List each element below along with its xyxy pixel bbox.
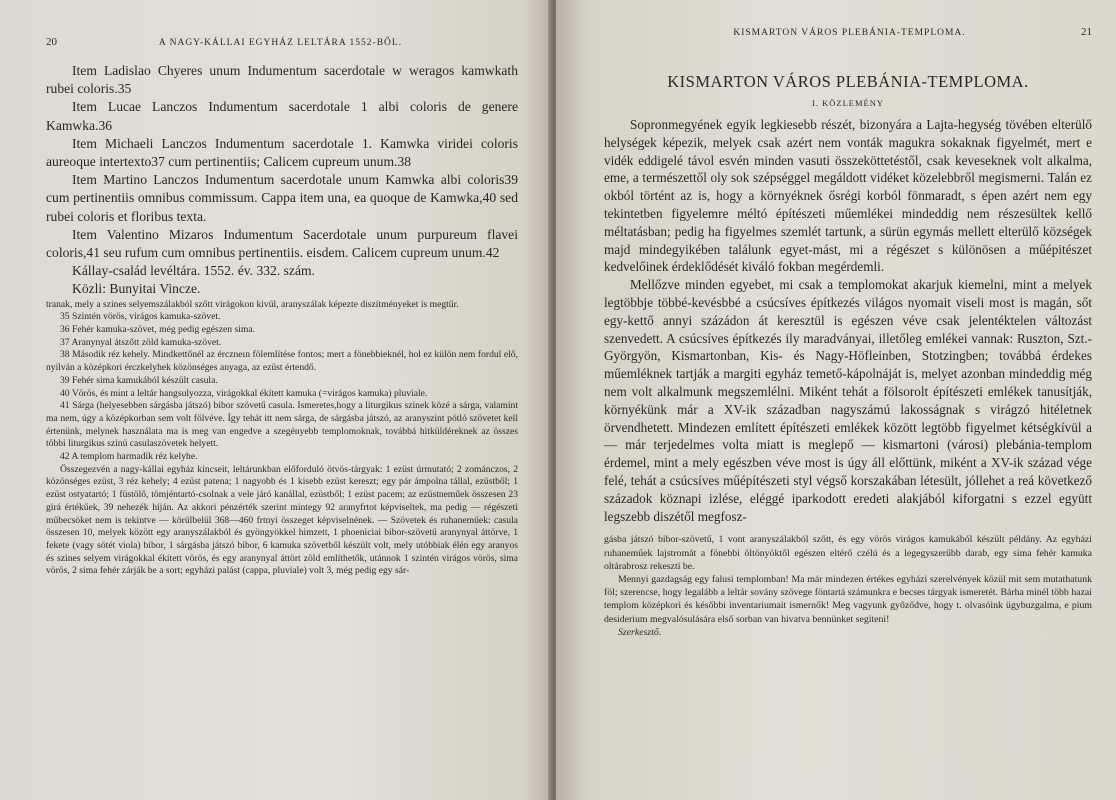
article-body [604, 116, 1092, 525]
footnote: tranak, mely a szines selyemszálakból szőtt virágokon kivül, aranyszálak képezte diszítményeket is megtűr. [46, 298, 459, 310]
running-head-title-left: A NAGY-KÁLLAI EGYHÁZ LELTÁRA 1552-BŐL. [158, 38, 403, 48]
article-paragraph: Mellőzve minden egyebet, mi csak a templomokat akarjuk kiemelni, mint a melyek legtöbbje többé-kevésbbé a csúcsíves építkezés világos nyomait viseli most is magán, sőt egy-kettő annyi százádon át keresztül is egészen véve csak jelentéktelen változást szenvedett. A csúcsíves építkezés ily maradványai, illetőleg emlékei vannak: Ruszton, Szt.-Györgyön, Kismartonban, Kis- és Nagy-Höfleinben, Stotzingben; továbbá érdekes műemléknek tartják a margiti egyház temető-kápolnáját is, melyet azonban mindeddig még nem volt alkalmunk megszemlélni. Miként tehát a fölsorolt építészeti emlékek tanusítják, környékünk már a XV-ik században nagyszámú lakosságnak s virágzó hitéletnek örvendhetett. Mindezen említett építészeti emlékek között legtöbb figyelmet kétségkívül a — már terjedelmes volta miatt is meglepő — kismartoni (városi) plebánia-templom érdemel, mint a mely egészben véve most is úgy áll előttünk, miként a XV-ik század vége felé, tehát a csúcsíves műépítészeti styl végső korszakában létesült, jóllehet a reá következő századok köznapi izlése, eléggé iparkodott eredeti alakjából kiforgatni s ezzel együtt legszebb diszétől megfosz- [604, 277, 1092, 524]
running-head-left [46, 36, 518, 48]
footnote: 35 Szintén vörös, virágos kamuka-szövet. [60, 311, 221, 323]
footnote: 41 Sárga (helyesebben sárgásba játszó) bibor szövetű casula. Ismeretes,hogy a liturgikus szinek közé a sárga, valamint ma nem, úgy a középkorban sem volt fölvéve. Így tehát itt nem sárga, de sárgásba játszó, az aranyszint pótló szövetet kell értenünk, melynek használata ma is meg van engedve a szegényebb templomoknak, továbbá hitküldéreknek az összes többi liturgikus szinü casulaszövetek helyett. [46, 400, 518, 450]
footnote: gásba játszó bibor-szövetű, 1 vont aranyszálakból szőtt, és egy vörös virágos kamukából készült példány. Az egyházi ruhaneműek lajstromát a fönebbi öltönyöktől egészen eltérő czélú és a legegyszerűbb darab, egy sima fehér kamuka oltárabrosz rekeszti be. [604, 534, 1092, 572]
inventory-item: Item Valentino Mizaros Indumentum Sacerdotale unum purpureum flavei coloris,41 seu rufum cum omnibus pertinentiis. eisdem. Calicem cupreum unum.42 [46, 226, 518, 261]
footnote: 36 Fehér kamuka-szövet, még pedig egészen sima. [60, 324, 256, 336]
article-title: KISMARTON VÁROS PLEBÁNIA-TEMPLOMA. [667, 72, 1029, 91]
footnote: 42 A templom harmadik réz kelyhe. [60, 451, 198, 463]
inventory-text [46, 62, 518, 299]
footnote: 39 Fehér sima kamukából készült casula. [60, 374, 218, 386]
contributor-credit: Közli: Bunyitai Vincze. [72, 281, 201, 297]
page-number-left: 20 [46, 36, 57, 48]
inventory-item: Item Ladislao Chyeres unum Indumentum sacerdotale w weragos kamwkath rubei coloris.35 [46, 63, 518, 97]
article-paragraph: Sopronmegyének egyik legkiesebb részét, bizonyára a Lajta-hegység tövében elterülő helységek képezik, melyek csak azért nem vonták magukra sokaknak figyelmét, mert e vidék eddigelé távol esvén minden vasuti összeköttetéstől, csak keveseknek volt alkalma, eme, a természettől oly sok szépséggel megáldott vidéket közelebbről megismerni. Talán ez okból történt az is, hogy a környéknek ősrégi korból fönmaradt, s épen azért nem egy tekintetben figyelemre méltó építészeti műemlékei mindeddig nem részesültek kellő méltatásban; pedig ha figyelmes szemlét tartunk, a sürün egymás mellett elterülő községek majd mindegyikében találunk egyet-mást, mi a régészet s különösen a műépitészet kedvelőinek érdeklődését kiváló fokban megérdemli. [604, 117, 1092, 275]
left-page [0, 0, 552, 800]
footnotes-left [46, 299, 518, 578]
page-number-right: 21 [1081, 26, 1092, 38]
inventory-item: Item Michaeli Lanczos Indumentum sacerdotale 1. Kamwka viridei coloris aureoque intertexto37 cum pertinentiis; Calicem cupreum unum.38 [46, 135, 518, 170]
inventory-item: Item Lucae Lanczos Indumentum sacerdotale 1 albi coloris de genere Kamwka.36 [46, 99, 518, 133]
footnote: 37 Aranynyal átszőtt zöld kamuka-szövet. [60, 336, 222, 348]
article-subtitle: I. KÖZLEMÉNY [812, 98, 884, 108]
inventory-item: Item Martino Lanczos Indumentum sacerdotale unum Kamwka albi coloris39 cum pertinentiis omnibus commissum. Cappa item una, ea quoque de Kamwka,40 sed rubei coloris et floribus texta. [46, 172, 518, 224]
editor-signature: Szerkesztő. [618, 626, 662, 638]
footnotes-right [604, 533, 1092, 639]
right-page [556, 0, 1116, 800]
footnote: 40 Vörös, és mint a leltár hangsulyozza, virágokkal ékített kamuka (=virágos kamuka) pluviale. [60, 387, 428, 399]
footnote: Összegezvén a nagy-kállai egyház kincseit, leltárunkban előforduló ötvös-tárgyak: 1 ezüst úrmutató; 2 zománczos, 2 közönséges ezüst, 3 réz kehely; 4 ezüst patena; 1 nagyobb és 1 kisebb ezüst kereszt; egy pár ámpolna tállal, ezüstből; 1 ezüst ostyatartó; 1 füstölő, tömjéntartó-csolnak a vele járó kanállal, ezüstből; 1 ezüst pacem; az ezüstneműek összesen 23 girá értékűek, 39 nehezék híján. Az akkori pénzérték szerint mintegy 92 aranyfrtot képviseltek, ma pedig — régészeti műbecsöket nem is tekintve — körülbelül 368—460 frtnyi összeget képviselnének. — Szövetek és ruhaneműek: casula összesen 10, melyek között egy aranyszálakból és gyöngyökkel himzett, 1 phoeniciai bibor-szövetű aranynyal áttörve, 1 fekete (vagy sötét viola) bibor, 1 sárgásba játszó bibor, 6 kamuka szövetből készült volt, mely utóbbiak élén egy aranyos és szines selyem virágokkal ékített vörös, és egy aranynyal áttört zöld említhetők, utánnok 1 szintén virágos vörös, sima vörös, 2 sima fehér zárják be a sort; egyházi palást (cappa, pluviale) volt 3, még pedig egy sár- [46, 463, 518, 577]
running-head-right [604, 26, 1092, 38]
footnote: Mennyi gazdagság egy falusi templomban! Ma már mindezen értékes egyházi szerelvények közül mit sem mutathatunk föl; szerencse, hogy legalább a leltár sovány szövege föntartá számunkra e becses tárgyak ismeretét. Bárha minél több hazai templom középkori és későbbi inventariumait ismernők! Meg vagyunk győződve, hogy t. olvasóink ügybuzgalma, e pium desiderium megvalósulására első sorban van hivatva bennünket segiteni! [604, 573, 1092, 625]
archive-source: Kállay-család levéltára. 1552. év. 332. szám. [72, 263, 315, 279]
footnote: 38 Második réz kehely. Mindkettőnél az érczneın fölemlítése fontos; mert a fönebbieknél, hol ez külön nem fordul elő, nyilván a középkori érczkelyhek közönséges anyaga, az ezüst értendő. [46, 349, 518, 374]
running-head-title-right: KISMARTON VÁROS PLEBÁNIA-TEMPLOMA. [733, 28, 966, 38]
